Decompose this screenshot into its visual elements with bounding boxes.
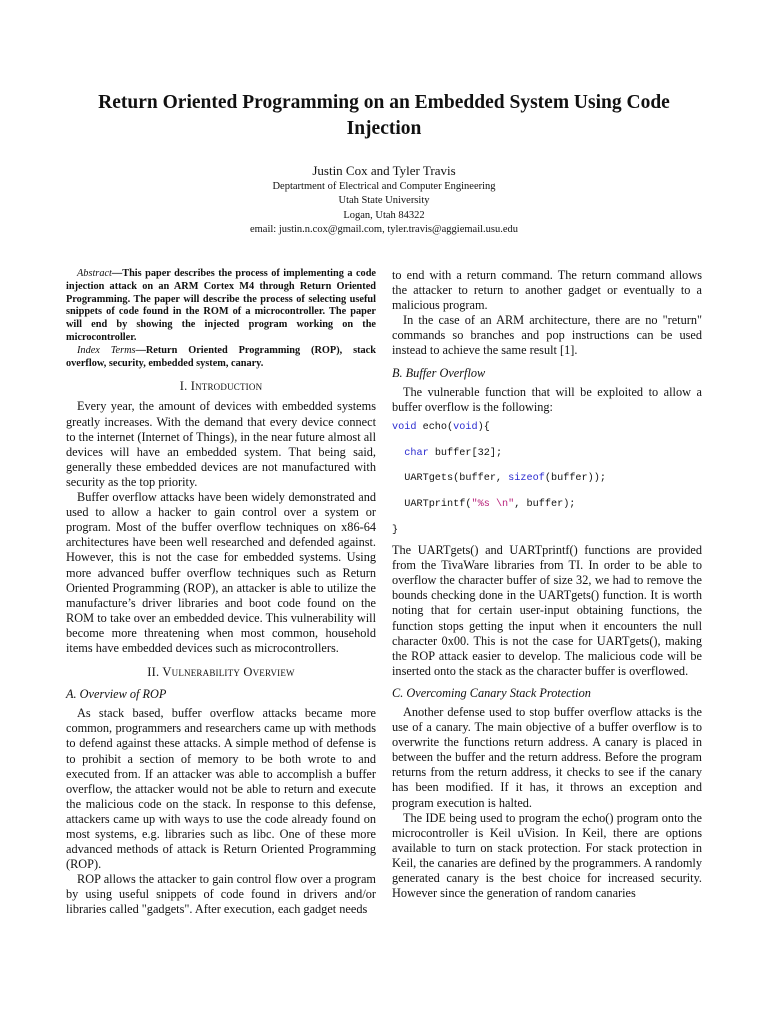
right-column xyxy=(392,268,702,901)
code-line: UARTprintf("%s \n", buffer); xyxy=(404,499,576,511)
paper-title: Return Oriented Programming on an Embedded System Using Code Injection xyxy=(98,92,670,139)
section-heading-introduction: I. Introduction xyxy=(179,379,263,394)
abstract-lead: Abstract xyxy=(77,268,112,279)
paragraph: ROP allows the attacker to gain control flow over a program by using useful snippets of code found in drivers and/or libraries called "gadgets". After execution, each gadget needs xyxy=(66,872,376,917)
code-line: void echo(void){ xyxy=(392,421,490,433)
paragraph: to end with a return command. The return command allows the attacker to return to another gadget or eventually to a malicious program. xyxy=(392,268,702,313)
index-terms: Index Terms—Return Oriented Programming (ROP), stack overflow, security, embedded system, canary. xyxy=(66,344,376,369)
subsection-heading-canary: C. Overcoming Canary Stack Protection xyxy=(392,685,591,700)
abstract-text: This paper describes the process of implementing a code injection attack on an ARM Cortex M4 through Return Oriented Programming. The paper will describe the process of selecting useful snippets of code found in the ROM of a microcontroller. The paper will end by showing the injected program working on the microcontroller. xyxy=(66,268,376,343)
paragraph: The UARTgets() and UARTprintf() functions are provided from the TivaWare libraries from TI. In order to be able to overflow the character buffer of size 32, we had to remove the bounds checking done in the UARTgets() function. It is worth noting that for certain user-input obtaining functions, the function stops getting the input when it encounters the null character 0x00. This is not the case for UARTgets(), making the ROP attack easier to develop. The malicious code will be inserted onto the stack as the character buffer is overflowed. xyxy=(392,543,702,678)
paragraph: As stack based, buffer overflow attacks became more common, programmers and researchers came up with methods to defend against these attacks. A simple method of defense is to prohibit a section of memory to be both wrote to and executed from. If an attacker was able to accomplish a buffer overflow, the attacker would not be able to return and execute the malicious code on the stack. In response to this defense, attackers came up with ways to use the code already found on most systems, e.g. libraries such as libc. One of these more advanced methods of attack is Return Oriented Programming (ROP). xyxy=(66,706,376,872)
left-column xyxy=(66,268,376,918)
affiliation-location: Logan, Utah 84322 xyxy=(343,209,425,221)
authors: Justin Cox and Tyler Travis xyxy=(312,163,456,178)
index-terms-text: Return Oriented Programming (ROP), stack overflow, security, embedded system, canary. xyxy=(66,344,376,369)
affiliation-email: email: justin.n.cox@gmail.com, tyler.travis@aggiemail.usu.edu xyxy=(249,223,519,235)
code-line: char buffer[32]; xyxy=(404,447,503,459)
subsection-heading-rop: A. Overview of ROP xyxy=(66,687,167,702)
code-line: } xyxy=(392,525,399,537)
affiliation-department: Deptartment of Electrical and Computer Engineering xyxy=(272,181,496,192)
paragraph: The IDE being used to program the echo() program onto the microcontroller is Keil uVision. In Keil, there are options available to turn on stack protection. For stack protection in Keil, the canaries are defined by the programmers. A randomly generated canary is the best choice for increased security. However since the generation of random canaries xyxy=(392,810,702,901)
paragraph: Another defense used to stop buffer overflow attacks is the use of a canary. The main objective of a buffer overflow is to overwrite the functions return address. A canary is placed in between the buffer and the return address. Before the program returns from the return address, it checks to see if the canary has been modified. If it has, it throws an exception and program execution is halted. xyxy=(392,704,702,810)
paragraph: In the case of an ARM architecture, there are no "return" commands so branches and pop instructions can be used instead to achieve the same result [1]. xyxy=(392,313,702,358)
section-heading-vulnerability: II. Vulnerability Overview xyxy=(147,665,295,680)
affiliation xyxy=(60,180,708,237)
code-line: UARTgets(buffer, sizeof(buffer)); xyxy=(404,473,606,485)
code-listing xyxy=(392,421,702,537)
abstract: Abstract—This paper describes the process of implementing a code injection attack on an ARM Cortex M4 through Return Oriented Programming. The paper will describe the process of selecting useful snippets of code found in the ROM of a microcontroller. The paper will end by showing the injected program working on the microcontroller. xyxy=(66,268,376,343)
subsection-heading-buffer-overflow: B. Buffer Overflow xyxy=(392,365,486,380)
affiliation-university: Utah State University xyxy=(338,195,430,207)
paragraph: The vulnerable function that will be exploited to allow a buffer overflow is the following: xyxy=(392,384,702,414)
paragraph: Buffer overflow attacks have been widely demonstrated and used to allow a hacker to gain control over a system or program. Most of the buffer overflow techniques on x86-64 architectures have been well researched and defended against. However, this is not the case for embedded systems. Using more advanced buffer overflow techniques such as Return Oriented Programming (ROP), an attacker is able to utilize the manufacture’s driver libraries and boot code found on the ROM to take over an embedded device. This vulnerability will become more threatening when most common, household items have embedded devices such as microcontrollers. xyxy=(66,490,376,655)
index-terms-lead: Index Terms xyxy=(77,344,136,356)
paragraph: Every year, the amount of devices with embedded systems greatly increases. With the demand that every device connect to the internet (Internet of Things), in the near future almost all devices will have an embedded system. That being said, generally these embedded devices are not manufactured with security as the top priority. xyxy=(66,399,376,489)
